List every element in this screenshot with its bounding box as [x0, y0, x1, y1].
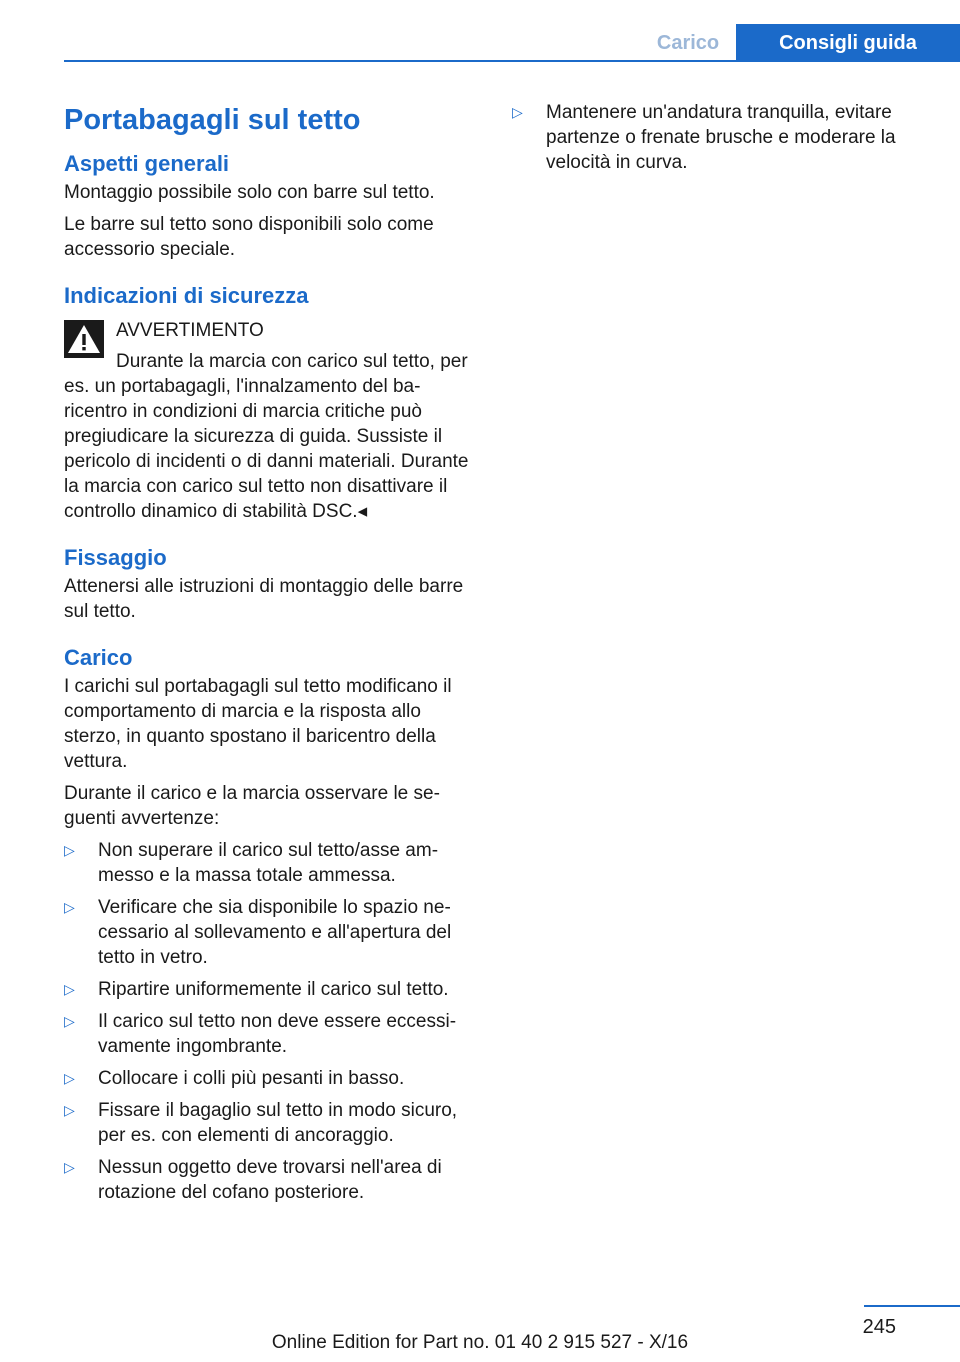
list-item	[64, 1098, 476, 1148]
list-item	[512, 100, 912, 175]
load-paragraph-1: I carichi sul portabagagli sul tetto modificano il comportamento di marcia e la risposta allo sterzo, in quanto spostano il baricentro della vettura.	[64, 676, 452, 772]
list-item	[64, 838, 476, 888]
warning-text: Durante la marcia con carico sul tetto, per es. un portabagagli, l'innalzamento del baricentro in condizioni di marcia critiche può pregiudicare la sicurezza di guida. Sussiste il pericolo di incidenti o di danni materiali. Durante la marcia con carico sul tetto non disattivare il controllo dinamico di stabilità DSC.◂	[64, 351, 469, 522]
triangle-bullet-icon: ▷	[64, 1070, 75, 1086]
heading-fixing: Fissaggio	[64, 545, 167, 570]
list-item-text: Mantenere un'andatura tranquilla, evitare partenze o frenate brusche e moderare la velocità in curva.	[546, 102, 896, 173]
load-bullet-list	[64, 838, 476, 1205]
list-item	[64, 1009, 476, 1059]
heading-general: Aspetti generali	[64, 151, 230, 176]
list-item-text: Fissare il bagaglio sul tetto in modo sicuro, per es. con elementi di ancoraggio.	[98, 1100, 458, 1146]
list-item-text: Collocare i colli più pesanti in basso.	[98, 1068, 405, 1089]
triangle-bullet-icon: ▷	[64, 842, 75, 858]
warning-block	[64, 318, 476, 524]
right-column	[512, 100, 912, 182]
load-paragraph-2: Durante il carico e la marcia osservare le seguenti avvertenze:	[64, 783, 440, 829]
list-item-text: Il carico sul tetto non deve essere eccessivamente ingombrante.	[98, 1011, 457, 1057]
list-item	[64, 977, 476, 1002]
header-rule	[64, 60, 960, 62]
triangle-bullet-icon: ▷	[64, 1013, 75, 1029]
header-section-tab: Carico	[656, 32, 720, 54]
heading-safety: Indicazioni di sicurezza	[64, 283, 309, 308]
page-number: 245	[862, 1316, 896, 1338]
triangle-bullet-icon: ▷	[512, 104, 523, 120]
header-chapter-tab: Consigli guida	[736, 24, 960, 62]
fixing-paragraph: Attenersi alle istruzioni di montaggio delle barre sul tetto.	[64, 576, 464, 622]
general-paragraph-1: Montaggio possibile solo con barre sul tetto.	[64, 182, 435, 203]
list-item-text: Non superare il carico sul tetto/asse ammesso e la massa totale ammessa.	[98, 840, 439, 886]
list-item-text: Nessun oggetto deve trovarsi nell'area di rotazione del cofano posteriore.	[98, 1157, 442, 1203]
general-paragraph-2: Le barre sul tetto sono disponibili solo come accessorio speciale.	[64, 214, 434, 260]
left-column	[64, 100, 476, 1212]
list-item-text: Verificare che sia disponibile lo spazio necessario al sollevamento e all'apertura del tetto in vetro.	[98, 897, 452, 968]
list-item	[64, 1155, 476, 1205]
triangle-bullet-icon: ▷	[64, 981, 75, 997]
warning-triangle-icon	[64, 320, 104, 358]
page-title: Portabagagli sul tetto	[64, 104, 361, 136]
triangle-bullet-icon: ▷	[64, 1102, 75, 1118]
triangle-bullet-icon: ▷	[64, 1159, 75, 1175]
right-bullet-list	[512, 100, 912, 175]
edition-line: Online Edition for Part no. 01 40 2 915 527 - X/16	[271, 1332, 689, 1353]
footer-rule	[864, 1305, 960, 1307]
list-item-text: Ripartire uniformemente il carico sul tetto.	[98, 979, 449, 1000]
triangle-bullet-icon: ▷	[64, 899, 75, 915]
heading-load: Carico	[64, 645, 133, 670]
warning-title: AVVERTIMENTO	[116, 320, 264, 341]
list-item	[64, 895, 476, 970]
list-item	[64, 1066, 476, 1091]
